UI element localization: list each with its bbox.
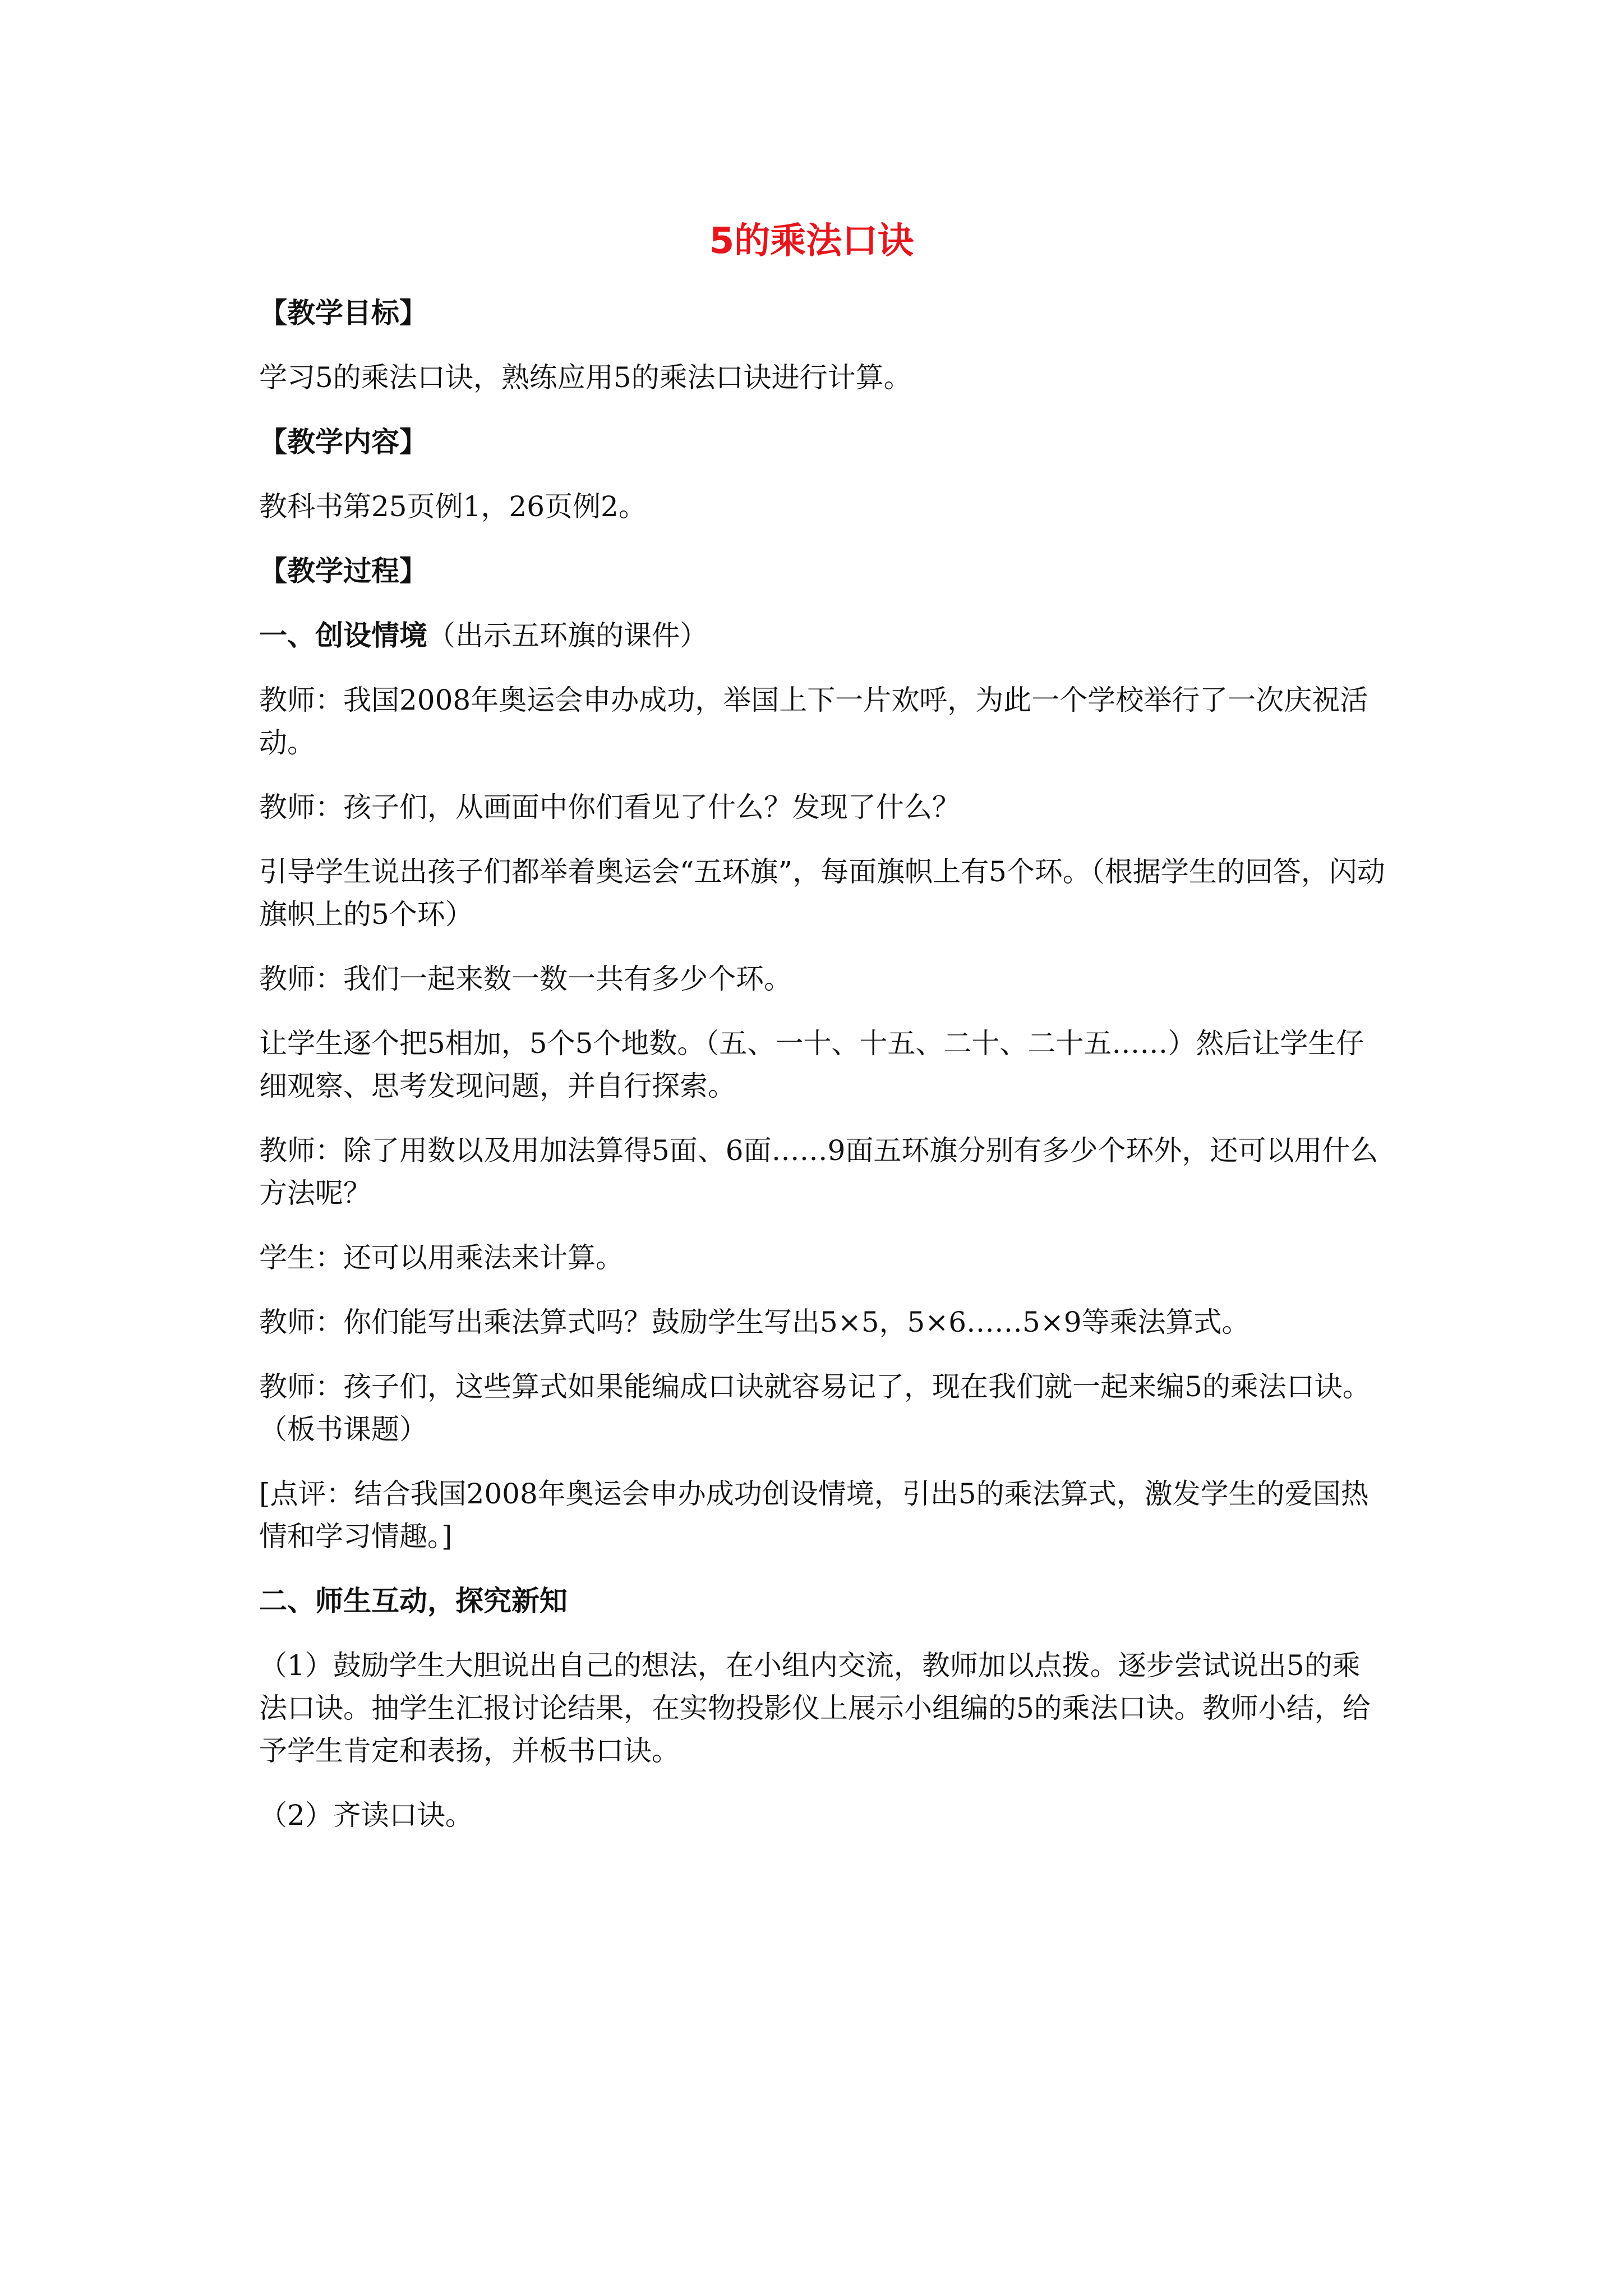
document-title: 5的乘法口诀 bbox=[709, 220, 914, 262]
paragraph: 教师：除了用数以及用加法算得5面、6面……9面五环旗分别有多少个环外，还可以用什么方法呢？ bbox=[259, 1134, 1378, 1209]
document-body bbox=[259, 292, 1386, 1858]
paragraph: 引导学生说出孩子们都举着奥运会“五环旗”，每面旗帜上有5个环。（根据学生的回答，闪动旗帜上的5个环） bbox=[259, 855, 1385, 931]
goal-text: 学习5的乘法口诀，熟练应用5的乘法口诀进行计算。 bbox=[259, 361, 912, 394]
paragraph: （2）齐读口诀。 bbox=[259, 1799, 473, 1832]
part1-heading-line bbox=[259, 614, 1386, 657]
content-heading: 【教学内容】 bbox=[259, 426, 427, 458]
process-heading: 【教学过程】 bbox=[259, 555, 427, 587]
part2-heading: 二、师生互动，探究新知 bbox=[259, 1585, 568, 1617]
paragraph: （1）鼓励学生大胆说出自己的想法，在小组内交流，教师加以点拨。逐步尝试说出5的乘法口诀。抽学生汇报讨论结果，在实物投影仪上展示小组编的5的乘法口诀。教师小结，给予学生肯定和表扬，并板书口诀。 bbox=[259, 1649, 1371, 1767]
paragraph: 教师：孩子们，这些算式如果能编成口诀就容易记了，现在我们就一起来编5的乘法口诀。（板书课题） bbox=[259, 1370, 1371, 1446]
paragraph: 让学生逐个把5相加，5个5个地数。（五、一十、十五、二十、二十五……）然后让学生仔细观察、思考发现问题，并自行探索。 bbox=[259, 1027, 1364, 1102]
paragraph: 教师：你们能写出乘法算式吗？鼓励学生写出5×5，5×6……5×9等乘法算式。 bbox=[259, 1306, 1250, 1338]
content-text: 教科书第25页例1，26页例2。 bbox=[259, 490, 647, 523]
part1-heading-note: （出示五环旗的课件） bbox=[427, 619, 708, 652]
paragraph: 教师：我国2008年奥运会申办成功，举国上下一片欢呼，为此一个学校举行了一次庆祝活动。 bbox=[259, 684, 1368, 759]
paragraph: 教师：孩子们，从画面中你们看见了什么？发现了什么？ bbox=[259, 791, 960, 823]
paragraph: 教师：我们一起来数一数一共有多少个环。 bbox=[259, 963, 792, 995]
goal-heading: 【教学目标】 bbox=[259, 297, 427, 329]
part1-heading: 一、创设情境 bbox=[259, 619, 427, 652]
paragraph: 学生：还可以用乘法来计算。 bbox=[259, 1241, 624, 1274]
comment-paragraph: [点评：结合我国2008年奥运会申办成功创设情境，引出5的乘法算式，激发学生的爱国热情和学习情趣。] bbox=[259, 1478, 1369, 1553]
